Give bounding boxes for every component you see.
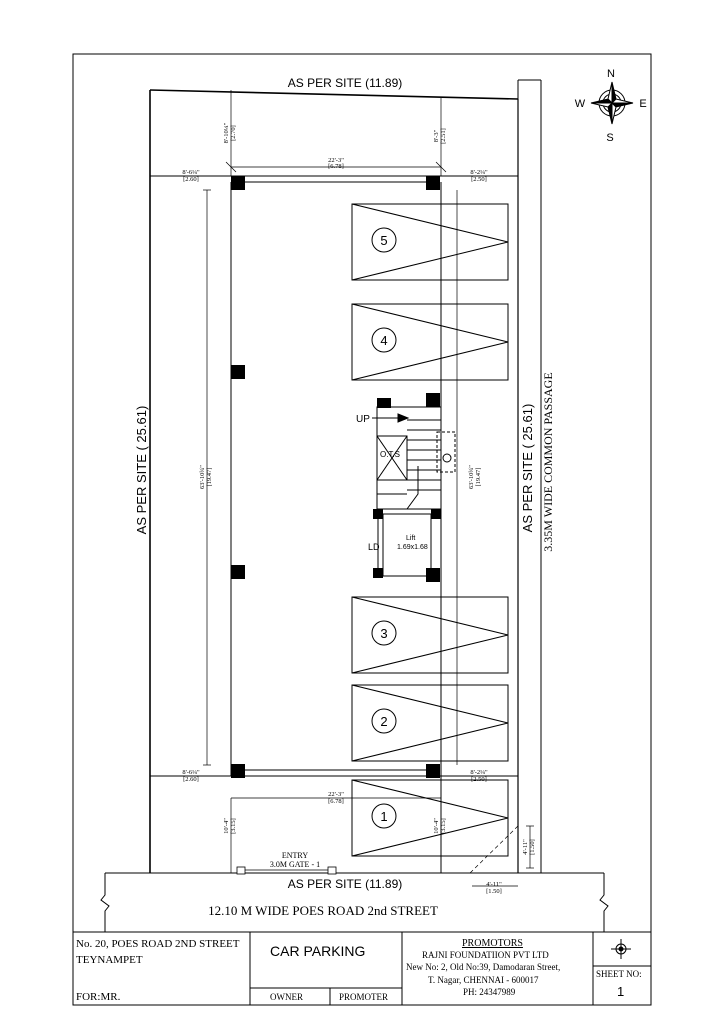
parking-slot-number: 2 [380, 714, 388, 729]
entry-label: ENTRY [281, 851, 309, 860]
dim-text: [3.15] [230, 818, 237, 834]
passage-label: 3.35M WIDE COMMON PASSAGE [541, 372, 555, 552]
dim-text: 10'-4" [433, 818, 440, 834]
company-phone: PH: 24347989 [463, 987, 516, 997]
parking-bay [352, 304, 508, 380]
parking-bay-marking [352, 204, 508, 280]
dim-text: 63'-10¾" [199, 465, 206, 489]
dimension-lines [150, 90, 534, 886]
parking-bays [352, 204, 508, 856]
address-line1: No. 20, POES ROAD 2ND STREET [76, 938, 240, 950]
dim-text: [1.50] [486, 888, 502, 895]
promotors-heading: PROMOTORS [462, 938, 523, 949]
dim-text: 63'-10¾" [468, 465, 475, 489]
dim-text: 8'-6¼" [182, 169, 200, 176]
parking-bay-marking [352, 685, 508, 761]
company-address2: T. Nagar, CHENNAI - 600017 [428, 975, 539, 985]
parking-bay-marking [352, 780, 508, 856]
compass-icon [591, 82, 633, 124]
company-name: RAJNI FOUNDATIION PVT LTD [422, 950, 549, 960]
dim-text: [2.60] [183, 176, 199, 183]
dim-text: 8'-2¼" [470, 169, 488, 176]
top-site-label: AS PER SITE (11.89) [287, 76, 403, 90]
lift-label: Lift [406, 535, 416, 542]
dim-text: [2.50] [471, 776, 487, 783]
building-frame [150, 176, 518, 873]
dim-text: [19.47] [475, 467, 482, 487]
dim-text: 22'-3" [328, 157, 344, 164]
parking-slot-number: 1 [380, 809, 388, 824]
dim-text: [6.78] [328, 798, 344, 805]
title-block-compass-icon [611, 939, 631, 959]
sheet-number: 1 [617, 984, 625, 999]
drawing-title: CAR PARKING [270, 943, 366, 959]
owner-label: OWNER [270, 992, 303, 1002]
parking-bay-marking [352, 304, 508, 380]
parking-slot-number: 4 [380, 333, 388, 348]
parking-bay-marking [352, 597, 508, 673]
right-site-label: AS PER SITE ( 25.61) [520, 403, 535, 533]
dim-text: 8'-3" [433, 129, 440, 143]
dim-text: [2.51] [440, 128, 447, 144]
dim-text: [2.70] [230, 125, 237, 141]
up-label: UP [356, 414, 370, 425]
dim-text: 4'-11" [522, 839, 529, 855]
parking-bay [352, 780, 508, 856]
road-label: 12.10 M WIDE POES ROAD 2nd STREET [208, 903, 438, 918]
address-line2: TEYNAMPET [76, 954, 143, 966]
ots-label: O.T.S [380, 450, 401, 459]
compass-n-label: N [607, 68, 615, 80]
gate-label: 3.0M GATE - 1 [269, 860, 321, 869]
lift-size-label: 1.69x1.68 [397, 544, 428, 551]
parking-bay [352, 597, 508, 673]
compass-w-label: W [574, 98, 586, 110]
dim-text: 8'-2¼" [470, 769, 488, 776]
dim-text: [6.78] [328, 163, 344, 170]
dim-text: 8'-6¼" [182, 769, 200, 776]
dim-text: [3.15] [440, 818, 447, 834]
sheet-label: SHEET NO: [596, 969, 642, 979]
dim-text: 8'-10¼" [223, 122, 230, 144]
sheet-border [73, 54, 651, 1005]
parking-bay [352, 685, 508, 761]
dim-text: 10'-4" [223, 818, 230, 834]
dim-text: 22'-3" [328, 791, 344, 798]
dim-text: [1.50] [529, 839, 536, 855]
bottom-site-label: AS PER SITE (11.89) [287, 877, 403, 891]
dim-text: [2.50] [471, 176, 487, 183]
left-site-label: AS PER SITE ( 25.61) [134, 405, 149, 535]
for-label: FOR:MR. [76, 991, 121, 1003]
parking-slot-number: 3 [380, 626, 388, 641]
compass-e-label: E [639, 98, 647, 110]
dim-text: [19.47] [206, 467, 213, 487]
dim-text: [2.60] [183, 776, 199, 783]
dim-text: 4'-11" [486, 881, 502, 888]
ld-label: LD [368, 542, 380, 552]
compass-s-label: S [606, 132, 614, 144]
dimension-labels [182, 122, 536, 895]
company-address1: New No: 2, Old No:39, Damodaran Street, [406, 962, 561, 972]
parking-bay [352, 204, 508, 280]
parking-slot-number: 5 [380, 233, 388, 248]
promoter-label: PROMOTER [339, 992, 389, 1002]
